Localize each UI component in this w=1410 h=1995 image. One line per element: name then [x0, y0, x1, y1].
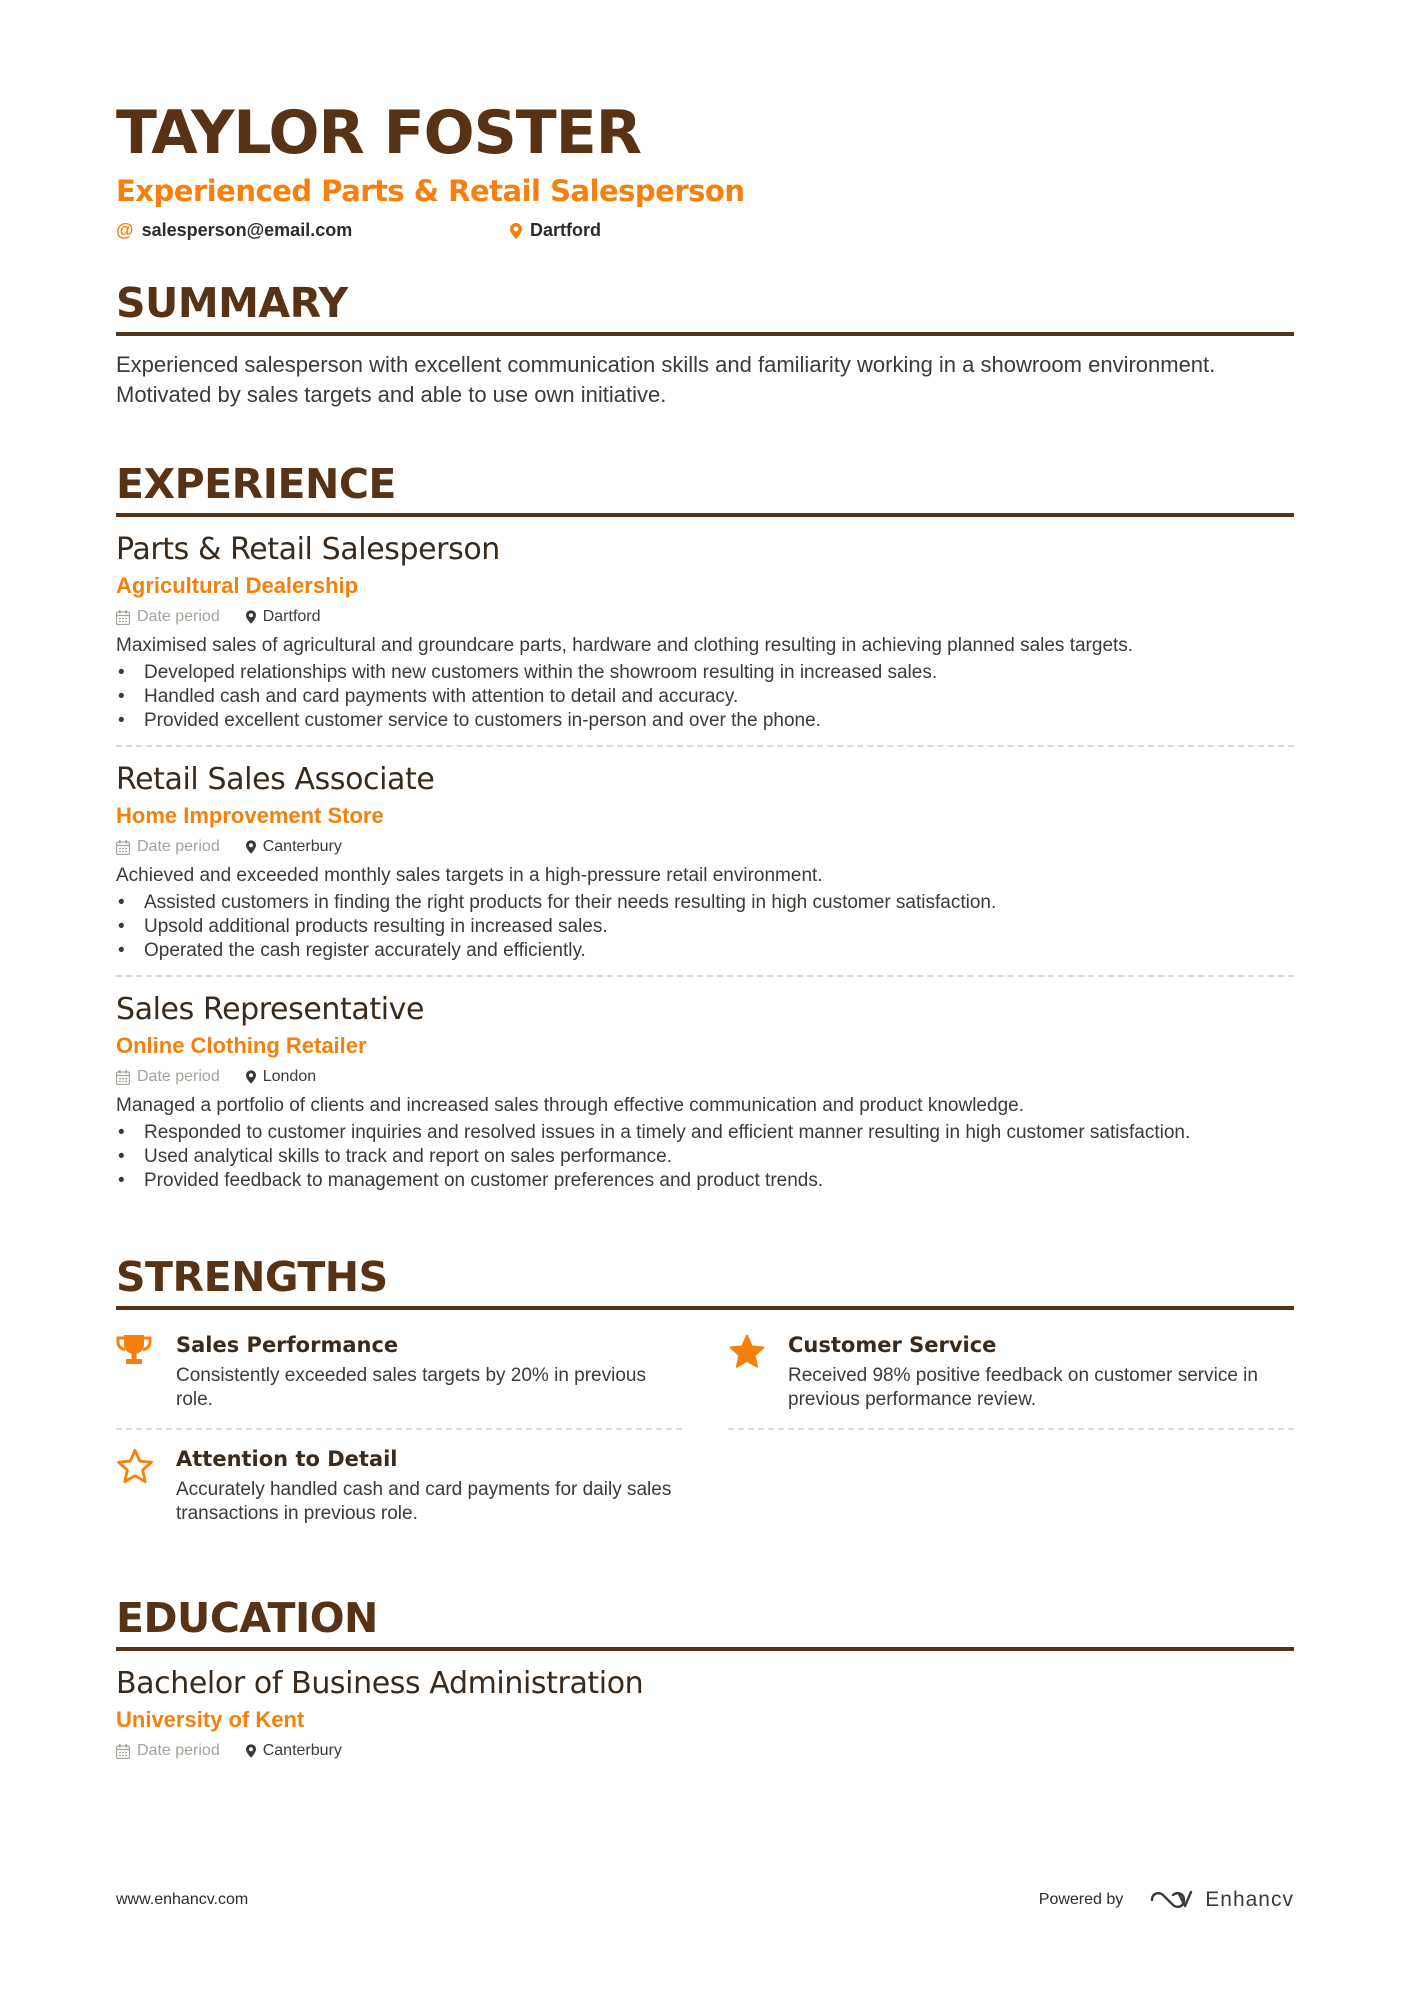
resume-header: [116, 100, 1294, 241]
summary-text: Experienced salesperson with excellent communication skills and familiarity working in a showroom environment. Motivated by sales targets and able to use own initiative.: [116, 352, 1216, 408]
brand-name: Enhancv: [1205, 1888, 1294, 1911]
experience-entry: [116, 745, 1294, 975]
footer-website-link[interactable]: www.enhancv.com: [116, 1891, 249, 1908]
entry-meta: [116, 835, 1294, 859]
calendar-icon: [116, 840, 130, 855]
bullet-item: • Assisted customers in finding the right products for their needs resulting in high customer satisfaction.: [116, 891, 1294, 915]
at-icon: @: [116, 220, 134, 240]
entry-meta: [116, 605, 1294, 629]
calendar-icon: [116, 1070, 130, 1085]
experience-section: [116, 462, 1294, 1205]
brand-logo[interactable]: [1149, 1888, 1294, 1912]
company-name: Online Clothing Retailer: [116, 1033, 367, 1059]
entry-location: Canterbury: [246, 835, 342, 859]
email-text: salesperson@email.com: [141, 220, 353, 240]
date-period: Date period: [116, 605, 220, 629]
location-pin-icon: [246, 1070, 256, 1084]
location-pin-icon: [246, 610, 256, 624]
strengths-heading: STRENGTHS: [116, 1255, 1294, 1310]
bullet-item: • Operated the cash register accurately and efficiently.: [116, 939, 1294, 963]
strengths-section: [116, 1255, 1294, 1542]
job-description: Achieved and exceeded monthly sales targets in a high-pressure retail environment.: [116, 865, 823, 887]
calendar-icon: [116, 1744, 130, 1759]
strength-description: Consistently exceeded sales targets by 20% in previous role.: [176, 1365, 646, 1411]
trophy-icon: [116, 1330, 176, 1412]
contact-location: [510, 220, 601, 241]
strength-title: Sales Performance: [176, 1333, 399, 1358]
education-heading: EDUCATION: [116, 1596, 1294, 1651]
bullet-item: • Provided excellent customer service to customers in-person and over the phone.: [116, 709, 1294, 733]
strength-description: Accurately handled cash and card payments for daily sales transactions in previous role.: [176, 1479, 672, 1525]
entry-location: London: [246, 1065, 316, 1089]
entry-location: Canterbury: [246, 1739, 342, 1763]
company-name: Home Improvement Store: [116, 803, 384, 829]
page-footer: [116, 1888, 1294, 1912]
strength-item: [116, 1430, 682, 1542]
summary-heading: SUMMARY: [116, 281, 1294, 336]
education-section: [116, 1596, 1294, 1775]
date-period: Date period: [116, 1065, 220, 1089]
powered-by: [1039, 1888, 1294, 1912]
bullet-item: • Handled cash and card payments with attention to detail and accuracy.: [116, 685, 1294, 709]
star-outline-icon: [116, 1444, 176, 1526]
calendar-icon: [116, 610, 130, 625]
education-entry: [116, 1651, 1294, 1775]
location-pin-icon: [510, 223, 522, 239]
star-filled-icon: [728, 1330, 788, 1412]
entry-location: Dartford: [246, 605, 321, 629]
degree-title: Bachelor of Business Administration: [116, 1666, 644, 1702]
summary-section: [116, 281, 1294, 410]
strength-description: Received 98% positive feedback on customer service in previous performance review.: [788, 1365, 1258, 1411]
job-title: Parts & Retail Salesperson: [116, 532, 500, 568]
enhancv-logo-icon: [1149, 1888, 1195, 1912]
school-name: University of Kent: [116, 1707, 305, 1733]
location-pin-icon: [246, 1744, 256, 1758]
experience-heading: EXPERIENCE: [116, 462, 1294, 517]
experience-entry: [116, 517, 1294, 745]
job-description: Managed a portfolio of clients and increased sales through effective communication and product knowledge.: [116, 1095, 1024, 1117]
powered-by-label: Powered by: [1038, 1891, 1124, 1908]
entry-meta: [116, 1065, 1294, 1089]
bullet-item: • Responded to customer inquiries and resolved issues in a timely and efficient manner resulting in high customer satisfaction.: [116, 1121, 1294, 1145]
strengths-grid: [116, 1316, 1294, 1542]
location-text: Dartford: [530, 220, 601, 240]
strength-title: Customer Service: [788, 1333, 997, 1358]
strength-item: [728, 1316, 1294, 1430]
contact-row: [116, 220, 1294, 241]
bullet-item: • Used analytical skills to track and report on sales performance.: [116, 1145, 1294, 1169]
strength-title: Attention to Detail: [176, 1447, 398, 1472]
strength-item: [116, 1316, 682, 1430]
company-name: Agricultural Dealership: [116, 573, 359, 599]
candidate-title: Experienced Parts & Retail Salesperson: [116, 174, 745, 208]
candidate-name: TAYLOR FOSTER: [116, 98, 641, 168]
bullet-item: • Developed relationships with new customers within the showroom resulting in increased sales.: [116, 661, 1294, 685]
bullet-item: • Provided feedback to management on customer preferences and product trends.: [116, 1169, 1294, 1193]
bullet-item: • Upsold additional products resulting in increased sales.: [116, 915, 1294, 939]
experience-entry: [116, 975, 1294, 1205]
job-bullets: [116, 1121, 1294, 1193]
job-bullets: [116, 891, 1294, 963]
job-title: Sales Representative: [116, 992, 425, 1028]
date-period: Date period: [116, 1739, 220, 1763]
date-period: Date period: [116, 835, 220, 859]
job-title: Retail Sales Associate: [116, 762, 435, 798]
job-description: Maximised sales of agricultural and groundcare parts, hardware and clothing resulting in achieving planned sales targets.: [116, 635, 1134, 657]
location-pin-icon: [246, 840, 256, 854]
entry-meta: [116, 1739, 1294, 1763]
job-bullets: [116, 661, 1294, 733]
contact-email[interactable]: [116, 220, 510, 241]
